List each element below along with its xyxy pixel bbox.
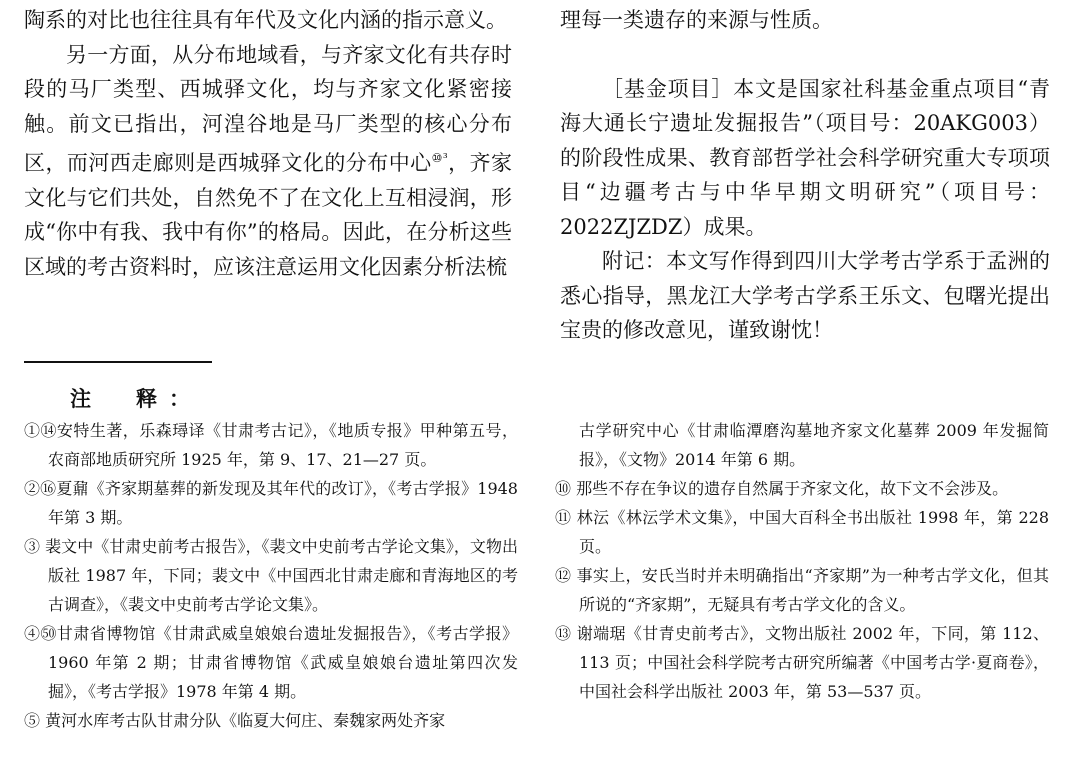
notes-right-column	[555, 416, 1049, 706]
note-item: ①⑭安特生著，乐森璕译《甘肃考古记》，《地质专报》甲种第五号，农商部地质研究所 1925 年，第 9、17、21—27 页。	[24, 421, 518, 469]
paragraph-2-part-a: 另一方面，从分布地域看，与齐家文化有共存时段的马厂类型、西城驿文化，均与齐家文化紧密接触。前文已指出，河湟谷地是马厂类型的核心分布区，而河西走廊则是西城驿文化的分布中心	[24, 42, 512, 175]
paragraph-continued: 理每一类遗存的来源与性质。	[560, 8, 833, 32]
acknowledgement: 附记：本文写作得到四川大学考古学系于孟洲的悉心指导，黑龙江大学考古学系王乐文、包曙光提出宝贵的修改意见，谨致谢忱！	[560, 249, 1050, 342]
note-item: ③ 裴文中《甘肃史前考古报告》，《裴文中史前考古学论文集》，文物出版社 1987 年，下同；裴文中《中国西北甘肃走廊和青海地区的考古调查》，《裴文中史前考古学论文集》。	[24, 537, 518, 614]
note-item: ⑬ 谢端琚《甘青史前考古》，文物出版社 2002 年，下同，第 112、113 页；中国社会科学院考古研究所编著《中国考古学·夏商卷》，中国社会科学出版社 2003 年，第 53—537 页。	[555, 624, 1049, 701]
note-item: ④㊿甘肃省博物馆《甘肃武威皇娘娘台遗址发掘报告》，《考古学报》1960 年第 2 期；甘肃省博物馆《武威皇娘娘台遗址第四次发掘》，《考古学报》1978 年第 4 期。	[24, 624, 518, 701]
footnote-ref: ⑩³	[431, 151, 448, 165]
spacer	[560, 38, 1050, 72]
note-item: ②⑯夏鼐《齐家期墓葬的新发现及其年代的改订》，《考古学报》1948 年第 3 期。	[24, 479, 518, 527]
paragraph-2-part-b: ，齐家文化与它们共处，自然免不了在文化上互相浸润，形成“你中有我、我中有你”的格局。因此，在分析这些区域的考古资料时，应该注意运用文化因素分析法梳	[24, 151, 512, 279]
fund-note: ［基金项目］本文是国家社科基金重点项目“青海大通长宁遗址发掘报告”（项目号：20AKG003）的阶段性成果、教育部哲学社会科学研究重大专项项目“边疆考古与中华早期文明研究”（项目号：2022ZJZDZ）成果。	[560, 76, 1050, 239]
note-item: ⑩ 那些不存在争议的遗存自然属于齐家文化，故下文不会涉及。	[555, 479, 1009, 498]
note-item: ⑫ 事实上，安氏当时并未明确指出“齐家期”为一种考古学文化，但其所说的“齐家期”，无疑具有考古学文化的含义。	[555, 566, 1049, 614]
left-column-body	[24, 3, 512, 284]
note-item: ⑪ 林沄《林沄学术文集》，中国大百科全书出版社 1998 年，第 228 页。	[555, 508, 1049, 556]
notes-divider	[24, 361, 212, 363]
notes-heading: 注 释：	[70, 386, 202, 411]
paragraph-1: 陶系的对比也往往具有年代及文化内涵的指示意义。	[24, 8, 507, 32]
paragraph-2	[24, 38, 512, 285]
notes-left-column	[24, 416, 518, 735]
note-continuation: 古学研究中心《甘肃临潭磨沟墓地齐家文化墓葬 2009 年发掘简报》，《文物》2014 年第 6 期。	[579, 421, 1049, 469]
note-item: ⑤ 黄河水库考古队甘肃分队《临夏大何庄、秦魏家两处齐家	[24, 711, 446, 730]
right-column-body	[560, 3, 1050, 348]
